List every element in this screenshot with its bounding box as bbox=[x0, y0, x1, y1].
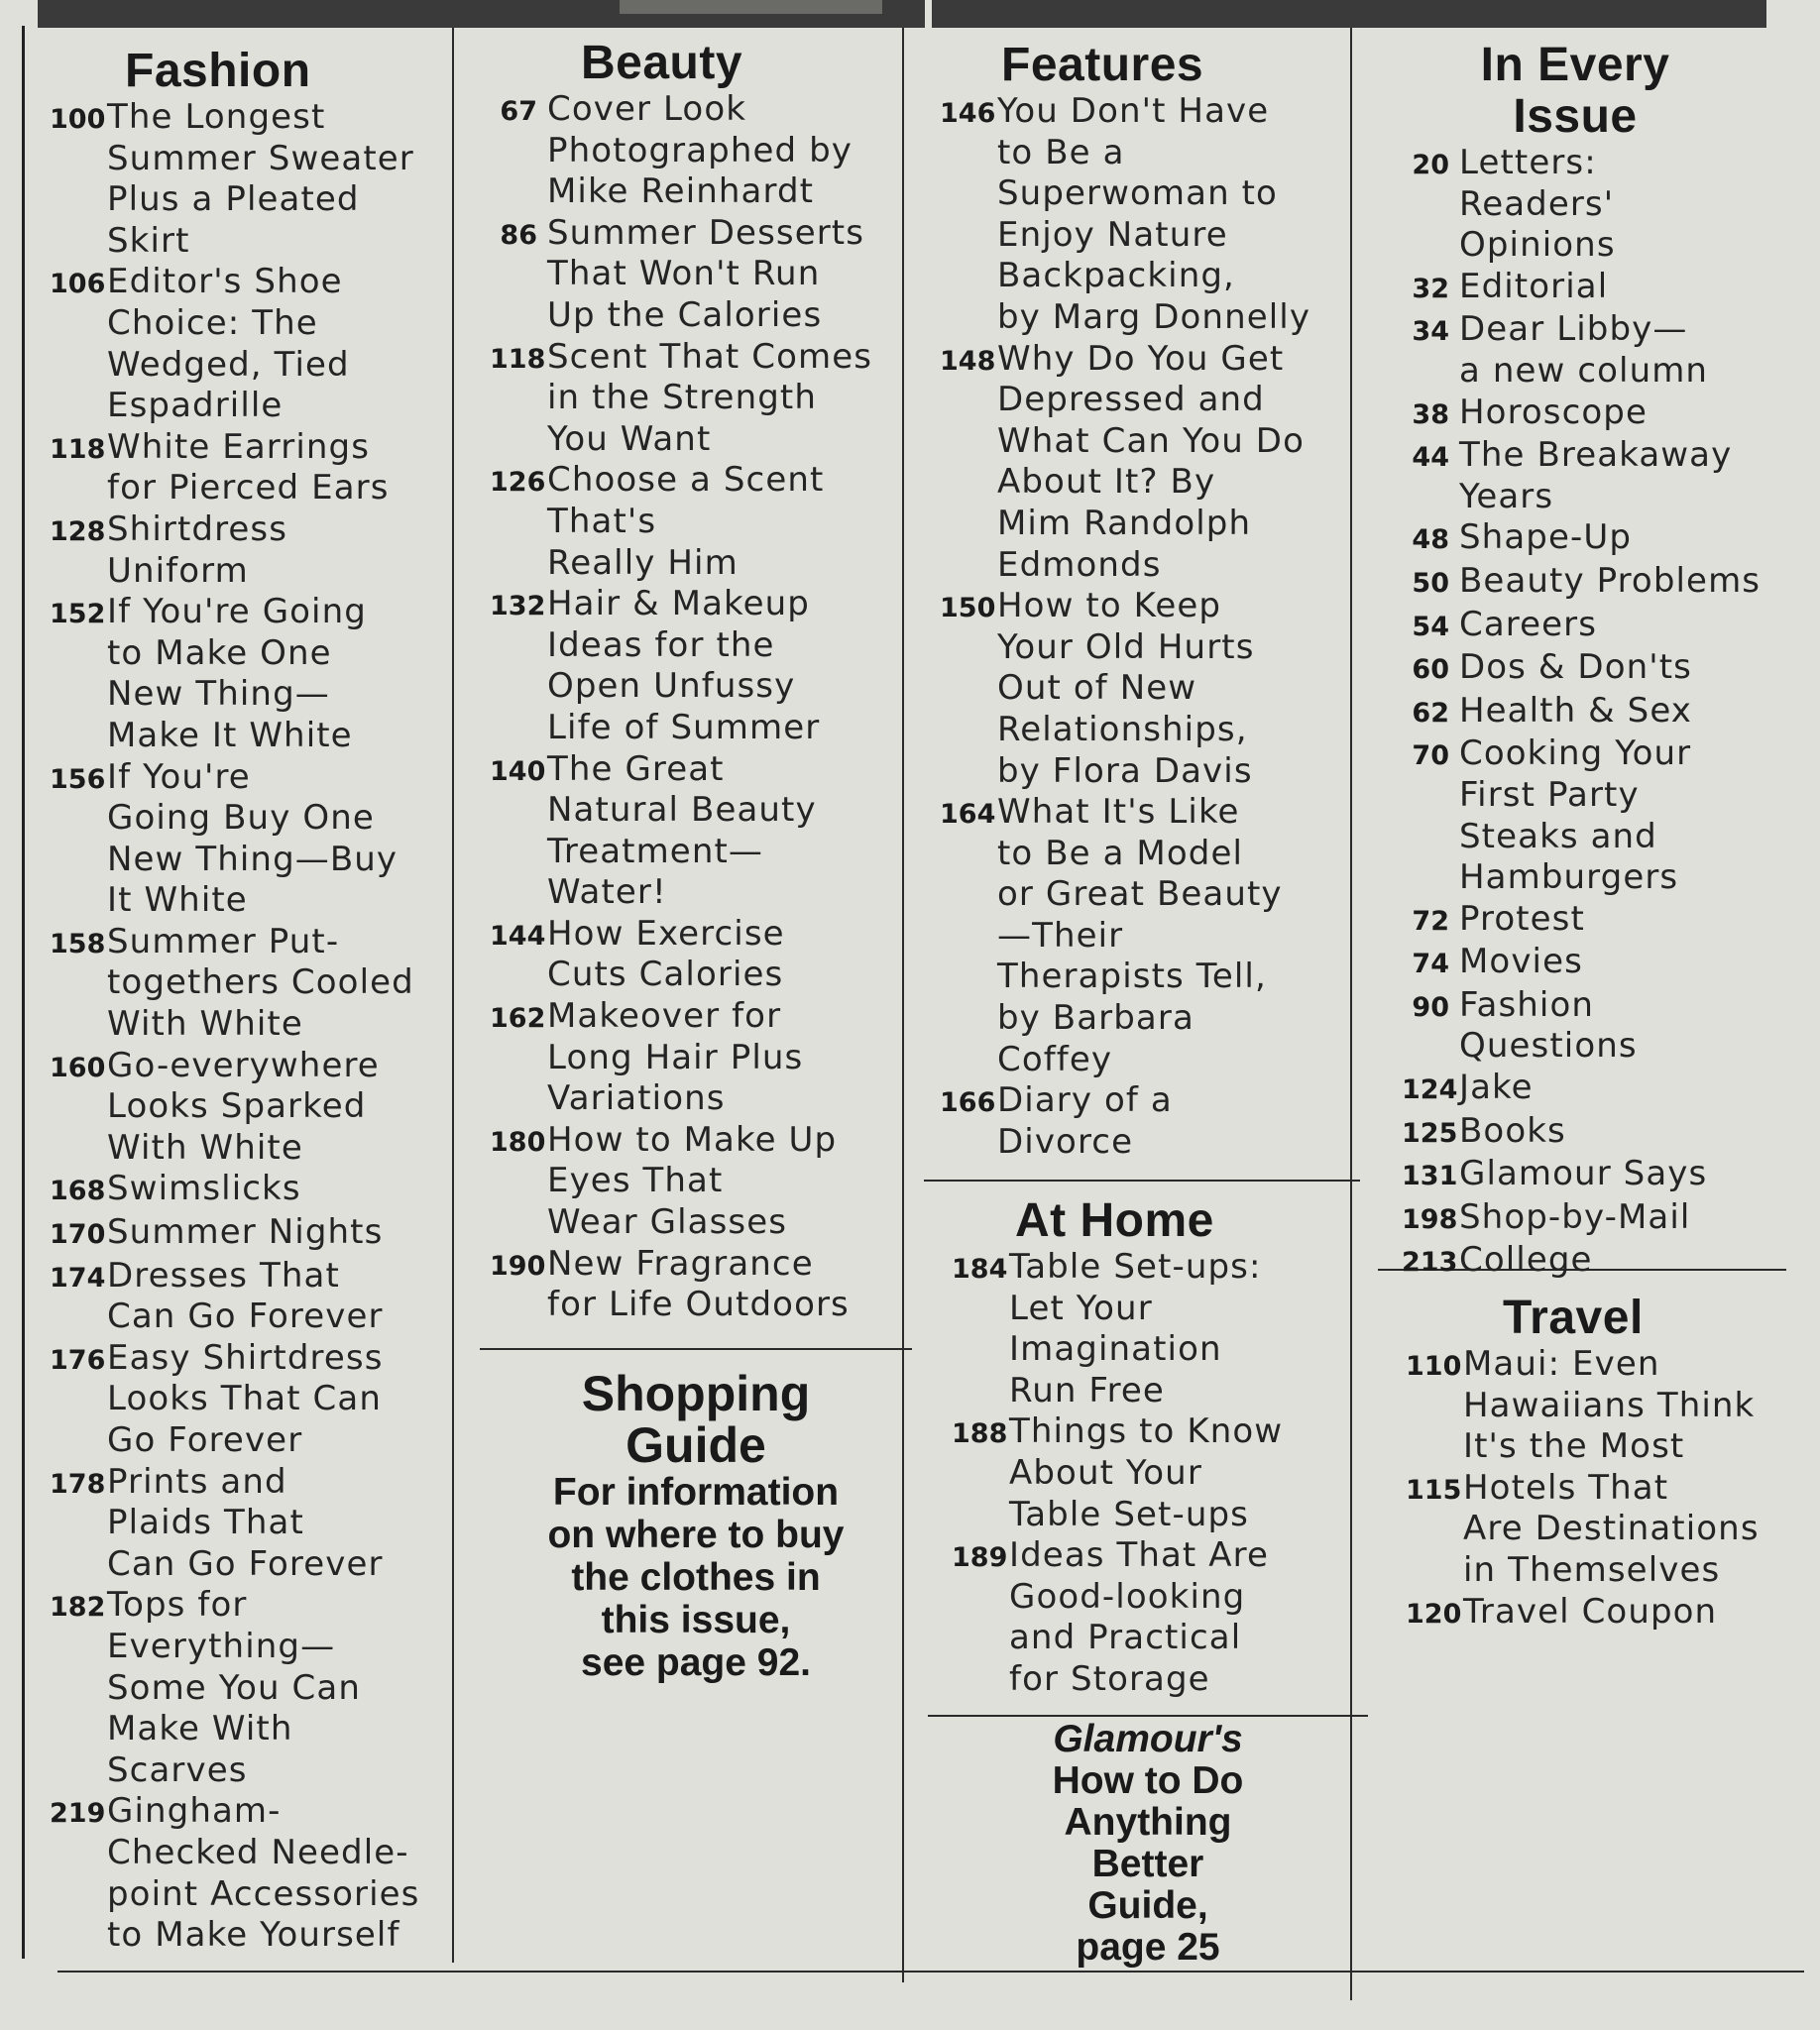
page-number: 74 bbox=[1412, 949, 1449, 980]
how-to-guide-text: How to Do Anything Better Guide, page 25 bbox=[1052, 1759, 1244, 1969]
contents-entry bbox=[50, 427, 446, 509]
page-number: 126 bbox=[490, 467, 546, 499]
article-title: Shirtdress Uniform bbox=[107, 508, 288, 591]
page-number: 150 bbox=[940, 593, 996, 624]
page-number: 213 bbox=[1402, 1247, 1458, 1279]
page-number: 174 bbox=[50, 1262, 106, 1294]
page-number: 132 bbox=[490, 591, 546, 622]
page-number: 86 bbox=[500, 219, 537, 251]
column-divider-3 bbox=[1350, 28, 1352, 2000]
article-title: Maui: Even Hawaiians Think It's the Most bbox=[1463, 1344, 1756, 1467]
article-title: Books bbox=[1459, 1110, 1566, 1151]
contents-entry bbox=[1402, 899, 1798, 943]
page-number: 100 bbox=[50, 104, 106, 135]
page-number: 90 bbox=[1412, 991, 1449, 1023]
contents-entry bbox=[490, 1244, 896, 1326]
contents-entry bbox=[50, 509, 446, 592]
article-title: Careers bbox=[1459, 604, 1598, 644]
travel-title: Travel bbox=[1503, 1292, 1644, 1344]
page-number: 67 bbox=[500, 96, 537, 127]
page-number: 152 bbox=[50, 599, 106, 630]
page-number: 158 bbox=[50, 928, 106, 959]
contents-entry bbox=[1406, 1468, 1802, 1592]
contents-entry bbox=[1402, 393, 1798, 436]
article-title: Dresses That Can Go Forever bbox=[107, 1255, 384, 1337]
article-title: Why Do You Get Depressed and What Can You Do About It? By Mim Randolph Edmonds bbox=[997, 338, 1305, 585]
page-number: 189 bbox=[952, 1542, 1008, 1574]
page-number: 144 bbox=[490, 920, 546, 952]
contents-entry bbox=[952, 1411, 1348, 1535]
article-title: How to Make Up Eyes That Wear Glasses bbox=[547, 1119, 838, 1243]
article-title: How to Keep Your Old Hurts Out of New Relationships, by Flora Davis bbox=[997, 586, 1255, 791]
contents-entry bbox=[1402, 605, 1798, 648]
page-number: 118 bbox=[490, 343, 546, 375]
article-title: Summer Desserts That Won't Run Up the Calories bbox=[547, 212, 865, 335]
contents-entry bbox=[1406, 1592, 1802, 1635]
contents-entry bbox=[50, 592, 446, 756]
page-number: 162 bbox=[490, 1003, 546, 1035]
article-title: Go-everywhere Looks Sparked With White bbox=[107, 1045, 380, 1168]
contents-entry bbox=[940, 339, 1346, 587]
article-title: Hair & Makeup Ideas for the Open Unfussy Life of Summer bbox=[547, 584, 821, 747]
contents-entry bbox=[1402, 733, 1798, 898]
contents-entry bbox=[50, 1462, 446, 1586]
article-title: Beauty Problems bbox=[1459, 560, 1762, 601]
at-home-title: At Home bbox=[1015, 1194, 1214, 1247]
page-number: 124 bbox=[1402, 1074, 1458, 1106]
article-title: Shop-by-Mail bbox=[1459, 1196, 1691, 1237]
page-number: 160 bbox=[50, 1052, 106, 1083]
page-number: 44 bbox=[1412, 442, 1449, 474]
page-number: 198 bbox=[1402, 1203, 1458, 1235]
article-title: How Exercise Cuts Calories bbox=[547, 913, 785, 995]
article-title: Swimslicks bbox=[107, 1169, 301, 1209]
article-title: Glamour Says bbox=[1459, 1154, 1708, 1194]
page-number: 219 bbox=[50, 1798, 106, 1830]
contents-entry bbox=[50, 757, 446, 922]
contents-entry bbox=[1402, 561, 1798, 605]
page-number: 20 bbox=[1412, 150, 1449, 180]
contents-entry bbox=[1402, 309, 1798, 392]
contents-entry bbox=[1402, 1240, 1798, 1284]
contents-entry bbox=[490, 89, 896, 213]
page-number: 128 bbox=[50, 515, 106, 547]
contents-entry bbox=[1402, 1154, 1798, 1197]
contents-entry bbox=[50, 97, 446, 262]
article-title: Summer Nights bbox=[107, 1212, 384, 1253]
fashion-section bbox=[50, 46, 446, 1957]
travel-list bbox=[1406, 1344, 1802, 1635]
travel-section bbox=[1406, 1293, 1802, 1635]
contents-entry bbox=[940, 586, 1346, 792]
at-home-section bbox=[952, 1195, 1348, 1701]
contents-entry bbox=[50, 262, 446, 426]
contents-entry bbox=[490, 460, 896, 584]
article-title: Prints and Plaids That Can Go Forever bbox=[107, 1461, 384, 1584]
page-number: 168 bbox=[50, 1176, 106, 1207]
at-home-list bbox=[952, 1247, 1348, 1701]
article-title: The Breakaway Years bbox=[1459, 435, 1733, 516]
page-number: 170 bbox=[50, 1219, 106, 1251]
contents-entry bbox=[1402, 143, 1798, 267]
page-number: 115 bbox=[1406, 1474, 1462, 1506]
article-title: Cover Look Photographed by Mike Reinhardt bbox=[547, 89, 853, 212]
article-title: Dear Libby— a new column bbox=[1459, 309, 1709, 391]
page-number: 131 bbox=[1402, 1161, 1458, 1192]
contents-entry bbox=[490, 337, 896, 461]
shopping-guide-note bbox=[482, 1368, 910, 1684]
page-number: 184 bbox=[952, 1254, 1008, 1285]
page-number: 125 bbox=[1402, 1117, 1458, 1149]
contents-entry bbox=[50, 1338, 446, 1462]
how-to-guide-brand: Glamour's bbox=[1053, 1718, 1243, 1760]
contents-entry bbox=[1402, 267, 1798, 310]
page-number: 70 bbox=[1412, 740, 1449, 772]
column-divider-1 bbox=[452, 28, 454, 1963]
contents-entry bbox=[952, 1535, 1348, 1700]
article-title: If You're Going Buy One New Thing—Buy It White bbox=[107, 756, 398, 921]
contents-entry bbox=[1402, 691, 1798, 734]
article-title: Summer Put- togethers Cooled With White bbox=[107, 921, 414, 1045]
article-title: Things to Know About Your Table Set-ups bbox=[1009, 1411, 1284, 1534]
article-title: Tops for Everything— Some You Can Make With Scarves bbox=[107, 1585, 361, 1790]
contents-entry bbox=[940, 91, 1346, 339]
in-every-issue-list bbox=[1402, 143, 1798, 1284]
article-title: New Fragrance for Life Outdoors bbox=[547, 1243, 850, 1325]
contents-entry bbox=[1402, 1111, 1798, 1155]
article-title: Diary of a Divorce bbox=[997, 1080, 1173, 1162]
article-title: Horoscope bbox=[1459, 392, 1649, 432]
article-title: Hotels That Are Destinations in Themselves bbox=[1463, 1467, 1760, 1590]
fashion-title: Fashion bbox=[125, 45, 311, 97]
column-divider-2 bbox=[902, 28, 904, 1982]
article-title: What It's Like to Be a Model or Great Beauty —Their Therapists Tell, by Barbara Coffey bbox=[997, 792, 1283, 1079]
contents-entry bbox=[1402, 985, 1798, 1068]
article-title: Travel Coupon bbox=[1463, 1591, 1718, 1632]
in-every-issue-section bbox=[1402, 40, 1798, 1284]
page-number: 190 bbox=[490, 1250, 546, 1282]
how-to-guide-note bbox=[932, 1719, 1364, 1969]
article-title: Protest bbox=[1459, 898, 1585, 939]
contents-entry bbox=[50, 1212, 446, 1256]
features-title: Features bbox=[1001, 39, 1204, 91]
page-number: 176 bbox=[50, 1344, 106, 1376]
page-number: 118 bbox=[50, 433, 106, 465]
page-number: 148 bbox=[940, 345, 996, 377]
contents-entry bbox=[940, 1080, 1346, 1163]
page-number: 38 bbox=[1412, 398, 1449, 430]
article-title: Choose a Scent That's Really Him bbox=[547, 460, 825, 583]
page-number: 166 bbox=[940, 1087, 996, 1119]
page-number: 60 bbox=[1412, 654, 1449, 686]
article-title: Cooking Your First Party Steaks and Hamburgers bbox=[1459, 733, 1692, 898]
page-number: 62 bbox=[1412, 697, 1449, 729]
page-number: 72 bbox=[1412, 905, 1449, 937]
features-athome-divider bbox=[924, 1180, 1360, 1182]
page-number: 146 bbox=[940, 98, 996, 129]
article-title: Ideas That Are Good-looking and Practical for Storage bbox=[1009, 1535, 1269, 1699]
beauty-list bbox=[490, 89, 896, 1326]
page-number: 188 bbox=[952, 1418, 1008, 1450]
article-title: Gingham- Checked Needle- point Accessories to Make Yourself bbox=[107, 1791, 420, 1956]
contents-entry bbox=[50, 1046, 446, 1170]
page-number: 156 bbox=[50, 763, 106, 795]
article-title: White Earrings for Pierced Ears bbox=[107, 426, 390, 508]
contents-entry bbox=[50, 1791, 446, 1956]
contents-entry bbox=[1406, 1344, 1802, 1468]
page-number: 178 bbox=[50, 1468, 106, 1500]
features-section bbox=[940, 40, 1346, 1163]
article-title: You Don't Have to Be a Superwoman to Enjoy Nature Backpacking, by Marg Donnelly bbox=[997, 91, 1311, 337]
contents-entry bbox=[50, 1256, 446, 1338]
article-title: Jake bbox=[1459, 1068, 1534, 1108]
beauty-shopping-divider bbox=[480, 1348, 912, 1350]
beauty-title: Beauty bbox=[581, 37, 743, 89]
page-bottom-rule bbox=[57, 1971, 1804, 1973]
shopping-guide-title: Shopping Guide bbox=[581, 1366, 811, 1473]
contents-entry bbox=[50, 1169, 446, 1212]
contents-entry bbox=[490, 749, 896, 914]
page-number: 34 bbox=[1412, 316, 1449, 348]
in-every-issue-title: In Every Issue bbox=[1480, 39, 1670, 143]
contents-entry bbox=[50, 922, 446, 1046]
fashion-list bbox=[50, 97, 446, 1957]
features-list bbox=[940, 91, 1346, 1163]
article-title: Easy Shirtdress Looks That Can Go Forever bbox=[107, 1337, 384, 1460]
article-title: Movies bbox=[1459, 942, 1583, 982]
contents-entry bbox=[50, 1585, 446, 1791]
contents-entry bbox=[1402, 1068, 1798, 1111]
page-number: 50 bbox=[1412, 567, 1449, 599]
contents-entry bbox=[1402, 435, 1798, 517]
article-title: Dos & Don'ts bbox=[1459, 647, 1692, 688]
article-title: Table Set-ups: Let Your Imagination Run Free bbox=[1009, 1247, 1262, 1410]
article-title: Scent That Comes in the Strength You Want bbox=[547, 336, 873, 459]
page-number: 180 bbox=[490, 1126, 546, 1158]
page-number: 164 bbox=[940, 799, 996, 831]
contents-entry bbox=[490, 914, 896, 996]
article-title: Letters: Readers' Opinions bbox=[1459, 143, 1616, 266]
article-title: Health & Sex bbox=[1459, 690, 1692, 731]
page-number: 48 bbox=[1412, 524, 1449, 556]
contents-entry bbox=[1402, 517, 1798, 561]
contents-entry bbox=[1402, 647, 1798, 691]
page-number: 120 bbox=[1406, 1598, 1462, 1630]
beauty-section bbox=[490, 38, 896, 1326]
page-number: 32 bbox=[1412, 273, 1449, 304]
contents-entry bbox=[490, 1120, 896, 1244]
contents-entry bbox=[1402, 1197, 1798, 1241]
page-number: 54 bbox=[1412, 611, 1449, 642]
page-border-left bbox=[22, 26, 25, 1959]
article-title: Makeover for Long Hair Plus Variations bbox=[547, 996, 804, 1119]
article-title: Editorial bbox=[1459, 266, 1609, 306]
contents-entry bbox=[490, 996, 896, 1120]
page-number: 140 bbox=[490, 755, 546, 787]
contents-entry bbox=[1402, 942, 1798, 985]
article-title: The Longest Summer Sweater Plus a Pleated Skirt bbox=[107, 97, 414, 261]
top-photo-strip bbox=[620, 0, 882, 14]
contents-entry bbox=[490, 213, 896, 337]
shopping-guide-body: For information on where to buy the clothes in this issue, see page 92. bbox=[547, 1471, 845, 1684]
contents-entry bbox=[490, 584, 896, 748]
page-number: 182 bbox=[50, 1592, 106, 1624]
article-title: Editor's Shoe Choice: The Wedged, Tied Espadrille bbox=[107, 262, 350, 426]
article-title: Shape-Up bbox=[1459, 517, 1633, 558]
page-number: 106 bbox=[50, 269, 106, 300]
article-title: Fashion Questions bbox=[1459, 984, 1638, 1067]
contents-entry bbox=[940, 792, 1346, 1080]
article-title: If You're Going to Make One New Thing— Make It White bbox=[107, 592, 367, 755]
article-title: The Great Natural Beauty Treatment— Water! bbox=[547, 748, 817, 913]
top-photo-edge-right bbox=[932, 0, 1766, 28]
athome-howto-divider bbox=[928, 1715, 1368, 1717]
article-title: College bbox=[1459, 1240, 1593, 1281]
page-number: 110 bbox=[1406, 1351, 1462, 1382]
contents-entry bbox=[952, 1247, 1348, 1411]
